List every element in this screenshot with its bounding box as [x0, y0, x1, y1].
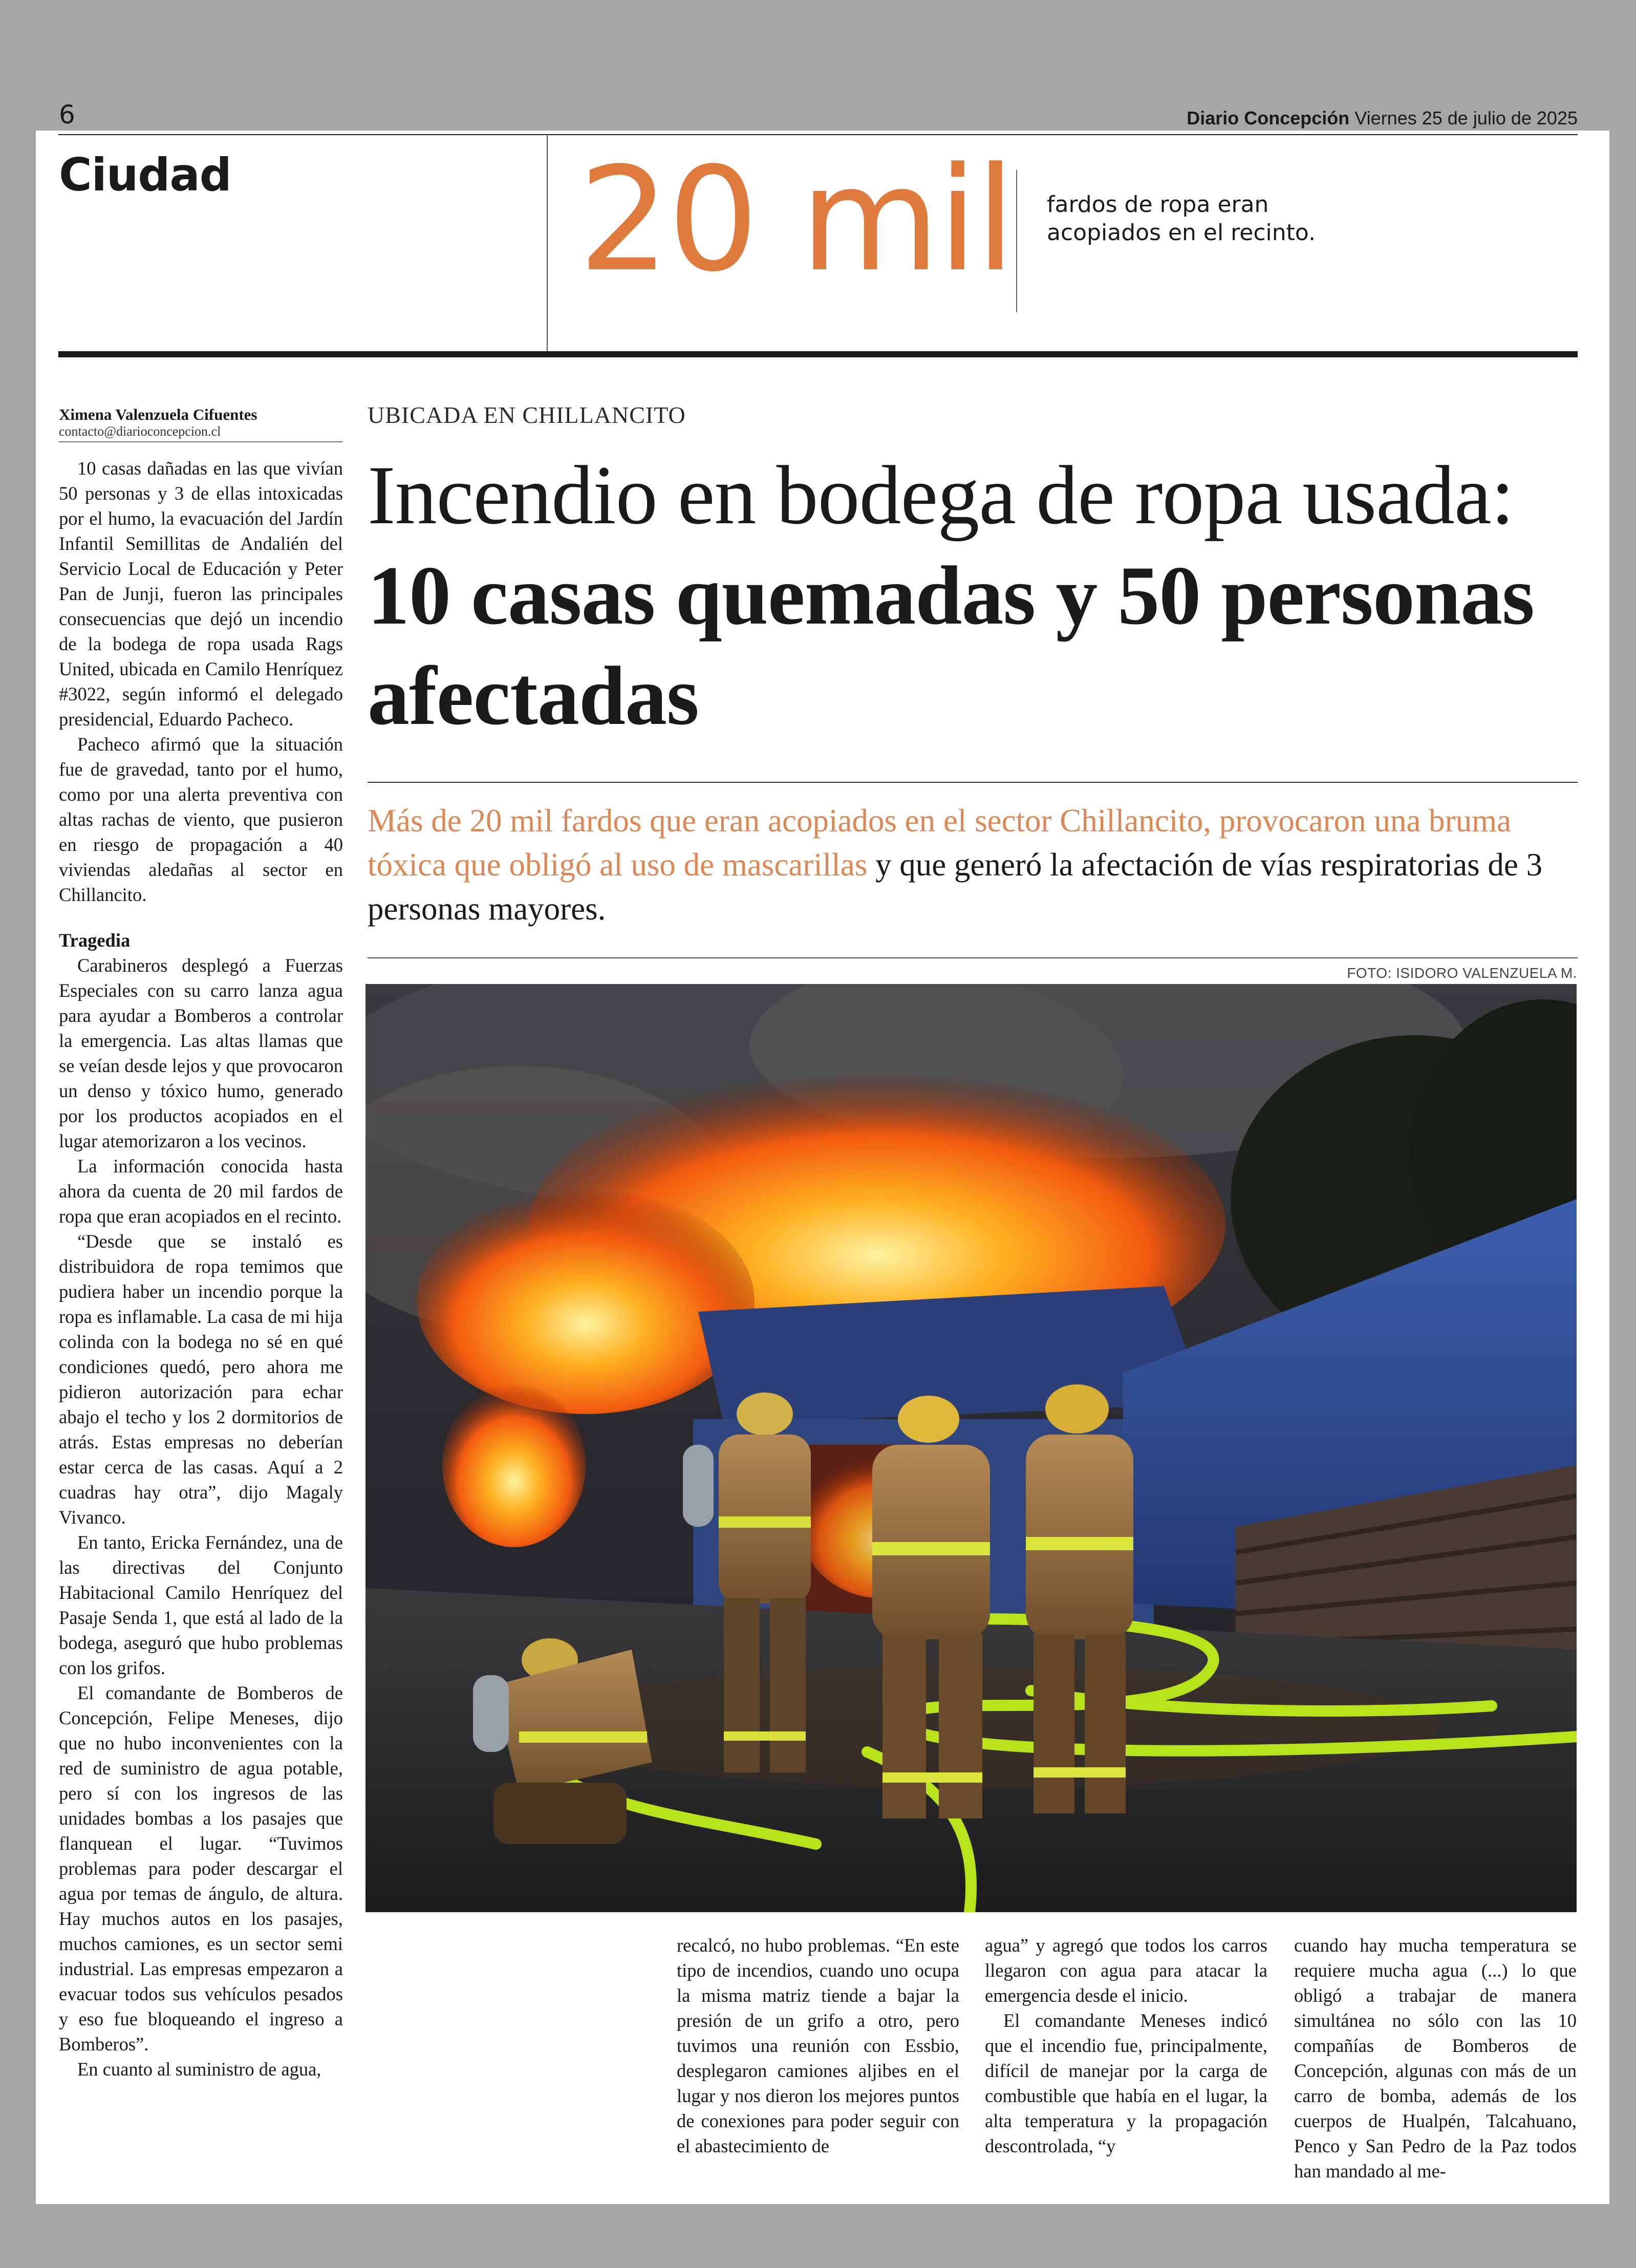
page-number: 6 [59, 100, 75, 130]
highlight-figure: 20 mil [578, 137, 1014, 304]
article-column-2 [677, 1933, 959, 2158]
highlight-divider [1016, 170, 1017, 312]
highlight-caption [1047, 190, 1316, 247]
lede-rule [368, 782, 1578, 783]
headline-light: Incendio en bodega de ropa usada: [368, 449, 1514, 542]
kicker: UBICADA EN CHILLANCITO [368, 402, 686, 428]
paragraph: El comandante de Bomberos de Concepción, Felipe Meneses, dijo que no hubo inconvenientes con la red de suministro de agua potable, pero sí con los ingresos de las unidades bombas a los pasajes que flanquean el lugar. “Tuvimos problemas para poder descargar el agua por temas de ángulo, de altura. Hay muchos autos en los pasajes, muchos camiones, es un sector semi industrial. Las empresas empezaron a evacuar todos sus vehículos pesados y eso fue bloqueando el ingreso a Bomberos”. [59, 1682, 343, 2055]
paper-name: Diario Concepción [1187, 108, 1350, 129]
section-title: Ciudad [59, 148, 231, 201]
paragraph: recalcó, no hubo problemas. “En este tipo de incendios, cuando uno ocupa la misma matriz tiende a bajar la presión de un grifo a otro, pero tuvimos una reunión con Essbio, desplegaron camiones aljibes en el lugar y nos dieron los mejores puntos de conexiones para poder seguir con el abastecimiento de [677, 1935, 959, 2156]
author-name: Ximena Valenzuela Cifuentes [59, 405, 257, 423]
column-divider [547, 134, 548, 352]
highlight-caption-line: acopiados en el recinto. [1047, 220, 1316, 246]
paragraph: En tanto, Ericka Fernández, una de las directivas del Conjunto Habitacional Camilo Henríquez del Pasaje Senda 1, que está al lado de la bodega, aseguró que hubo problemas con los grifos. [59, 1532, 343, 1678]
lede-accent: Más de 20 mil fardos que eran acopiados en el sector Chillancito, provocaron una bruma tóxica que obligó al uso de mascarillas [368, 803, 1512, 883]
paragraph: cuando hay mucha temperatura se requiere mucha agua (...) lo que obligó a trabajar de manera simultánea no sólo con las 10 compañías de Bomberos de Concepción, algunas con más de un carro de bomba, además de los cuerpos de Hualpén, Talcahuano, Penco y San Pedro de la Paz todos han mandado al me- [1294, 1935, 1577, 2181]
byline [59, 405, 343, 442]
photo-credit: FOTO: ISIDORO VALENZUELA M. [1347, 965, 1577, 981]
article-column-4 [1294, 1933, 1577, 2184]
paragraph: En cuanto al suministro de agua, [77, 2059, 321, 2080]
author-email: contacto@diarioconcepcion.cl [59, 424, 221, 439]
paragraph: Carabineros desplegó a Fuerzas Especiales con su carro lanza agua para ayudar a Bomberos a controlar la emergencia. Las altas llamas que se veían desde lejos y que provocaron un denso y tóxico humo, generado por los productos acopiados en el lugar atemorizaron a los vecinos. [59, 955, 343, 1151]
article-column-3 [985, 1933, 1267, 2158]
issue-date: Viernes 25 de julio de 2025 [1354, 108, 1578, 129]
paragraph: La información conocida hasta ahora da cuenta de 20 mil fardos de ropa que eran acopiados en el recinto. [59, 1156, 343, 1227]
masthead [1187, 108, 1578, 129]
paragraph: Pacheco afirmó que la situación fue de gravedad, tanto por el humo, como por una alerta preventiva con altas rachas de viento, que pusieron en riesgo de propagación a 40 viviendas aledañas al sector en Chillancito. [59, 734, 343, 905]
paragraph: 10 casas dañadas en las que vivían 50 personas y 3 de ellas intoxicadas por el humo, la evacuación del Jardín Infantil Semillitas de Andalién del Servicio Local de Educación y Peter Pan de Junji, fueron las principales consecuencias que dejó un incendio de la bodega de ropa usada Rags United, ubicada en Camilo Henríquez #3022, según informó el delegado presidencial, Eduardo Pacheco. [59, 458, 343, 730]
fire-scene-illustration [365, 984, 1577, 1912]
paragraph: El comandante Meneses indicó que el incendio fue, principalmente, difícil de manejar por la carga de combustible que había en el lugar, la alta temperatura y la propagación descontrolada, “y [985, 2010, 1267, 2156]
article-column-1 [59, 456, 343, 2082]
heavy-rule [58, 351, 1578, 357]
photo-rule [368, 957, 1578, 958]
headline [368, 445, 1545, 746]
lede [368, 799, 1578, 931]
highlight-caption-line: fardos de ropa eran [1047, 191, 1269, 218]
fire-photo [365, 984, 1577, 1912]
top-rule [58, 134, 1578, 135]
subheading: Tragedia [59, 930, 131, 951]
paragraph: agua” y agregó que todos los carros llegaron con agua para atacar la emergencia desde el inicio. [985, 1935, 1267, 2006]
lede-rest: y que generó la afectación de vías respiratorias de 3 personas mayores. [368, 847, 1543, 927]
paragraph: “Desde que se instaló es distribuidora de ropa temimos que pudiera haber un incendio porque la ropa es inflamable. La casa de mi hija colinda con la bodega no sé en qué condiciones quedó, pero ahora me pidieron autorización para echar abajo el techo y los 2 dormitorios de atrás. Estas empresas no deberían estar cerca de las casas. Aquí a 2 cuadras hay otra”, dijo Magaly Vivanco. [59, 1231, 343, 1528]
headline-bold: 10 casas quemadas y 50 personas afectadas [368, 549, 1534, 742]
